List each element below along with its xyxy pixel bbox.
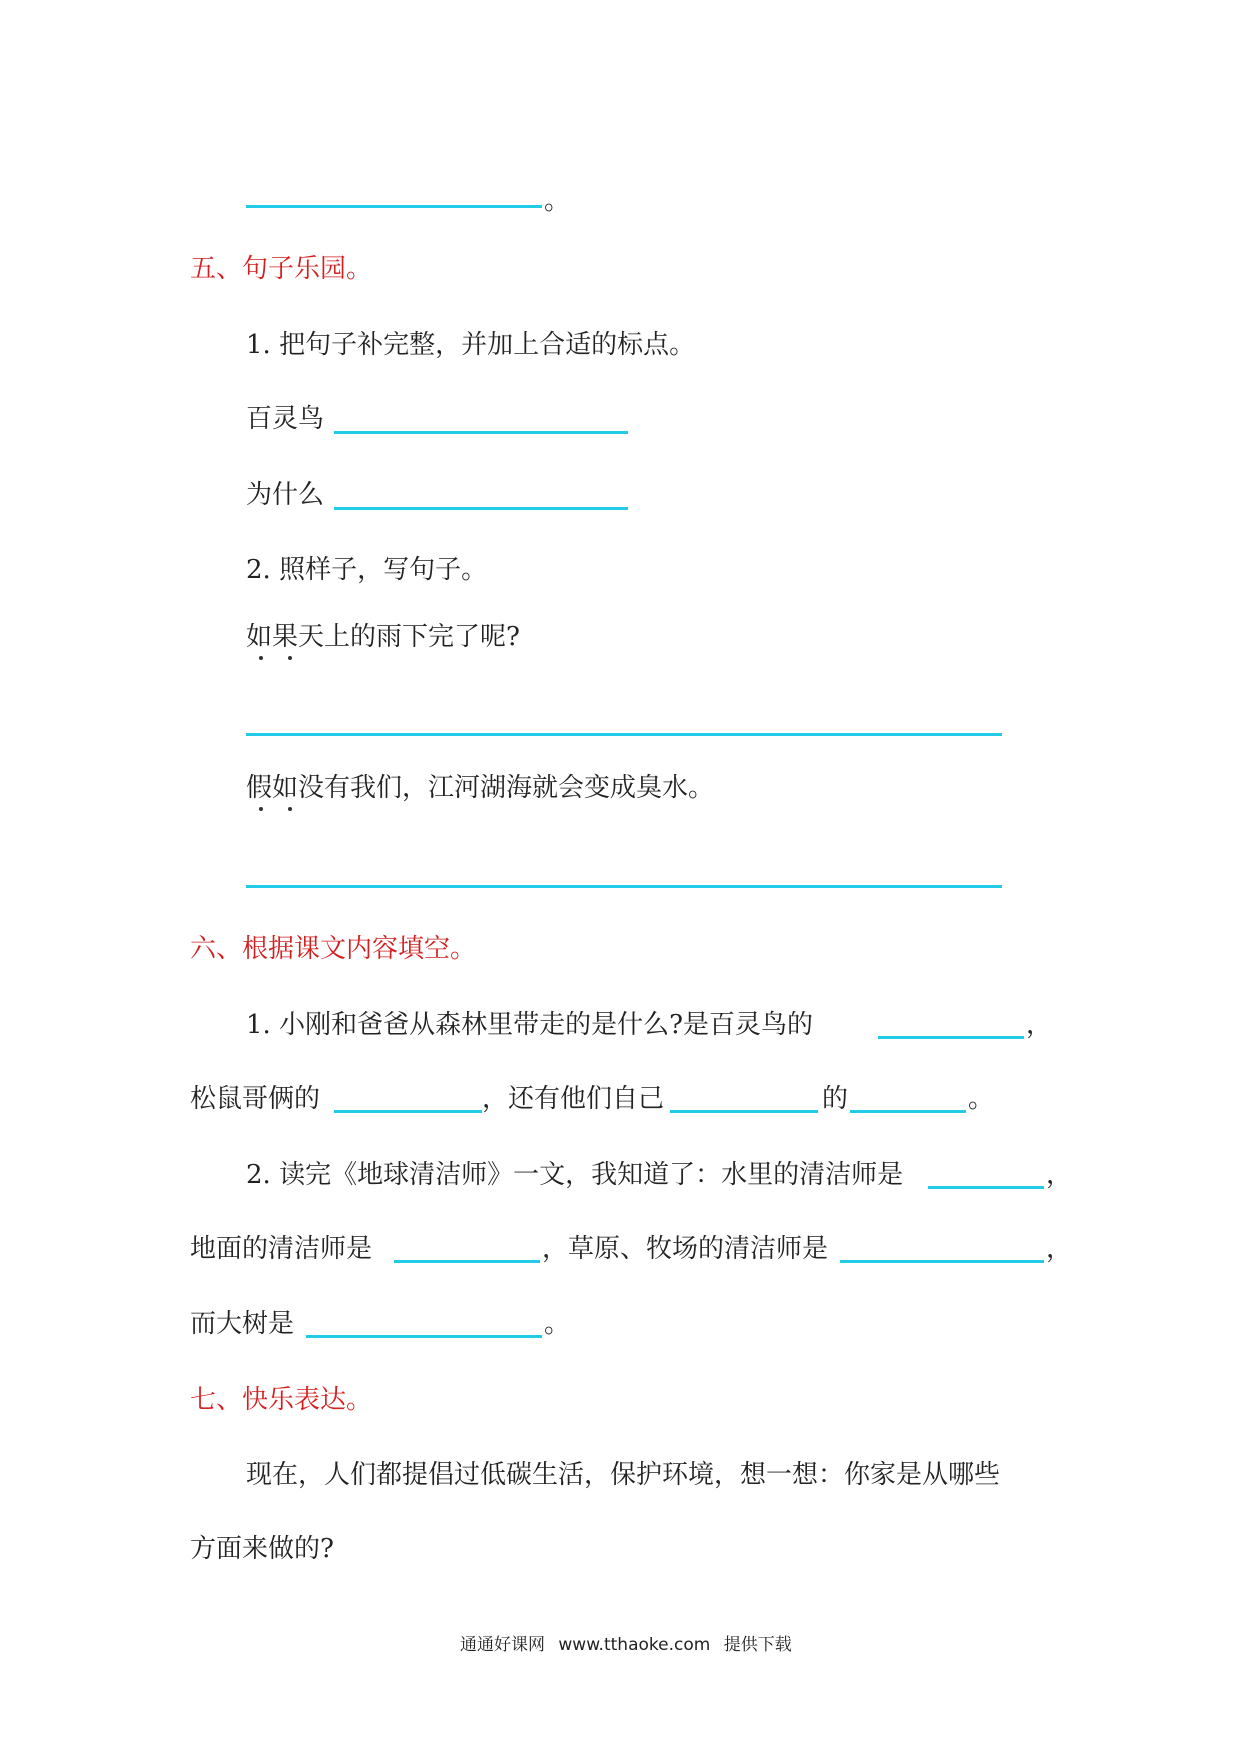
example-sentence-2: 假如没有我们，江河湖海就会变成臭水。 bbox=[246, 773, 715, 803]
section-6-q1-line2-c: 的 bbox=[822, 1084, 849, 1114]
page-footer bbox=[460, 1633, 792, 1657]
section-6-q1-line2-b: ，还有他们自己 bbox=[482, 1084, 665, 1114]
section-6-q2-line2-b: ，草原、牧场的清洁师是 bbox=[542, 1234, 829, 1264]
answer-blank-bailingniao-item[interactable] bbox=[878, 1036, 1024, 1039]
period-mark: 。 bbox=[544, 1309, 571, 1339]
answer-blank-ground-cleaner[interactable] bbox=[394, 1260, 540, 1263]
section-7-heading: 七、快乐表达。 bbox=[190, 1385, 373, 1415]
prompt-weishenme: 为什么 bbox=[246, 480, 325, 510]
section-6-heading: 六、根据课文内容填空。 bbox=[190, 934, 477, 964]
section-7-prompt-line2: 方面来做的? bbox=[190, 1534, 334, 1564]
comma-mark: ， bbox=[1046, 1234, 1073, 1264]
emphasis-dot bbox=[259, 656, 263, 660]
emphasis-dot bbox=[288, 656, 292, 660]
section-5-question-1: 1. 把句子补完整，并加上合适的标点。 bbox=[246, 330, 696, 360]
answer-blank-top[interactable] bbox=[246, 205, 542, 208]
answer-blank-songshu-item[interactable] bbox=[334, 1110, 482, 1113]
comma-mark: ， bbox=[1046, 1160, 1073, 1190]
section-5-heading: 五、句子乐园。 bbox=[190, 254, 373, 284]
section-7-prompt-line1: 现在，人们都提倡过低碳生活，保护环境，想一想：你家是从哪些 bbox=[246, 1460, 1001, 1490]
answer-blank-grassland-cleaner[interactable] bbox=[840, 1260, 1044, 1263]
footer-action: 提供下载 bbox=[723, 1635, 792, 1655]
section-6-q2-line1: 2. 读完《地球清洁师》一文，我知道了：水里的清洁师是 bbox=[246, 1160, 904, 1190]
section-6-q2-line3: 而大树是 bbox=[190, 1309, 295, 1339]
answer-blank-ziji-adj[interactable] bbox=[670, 1110, 818, 1113]
footer-url[interactable]: www.tthaoke.com bbox=[558, 1635, 711, 1655]
example-sentence-1: 如果天上的雨下完了呢? bbox=[246, 622, 520, 652]
answer-blank-weishenme[interactable] bbox=[334, 507, 628, 510]
section-6-q1-line1: 1. 小刚和爸爸从森林里带走的是什么?是百灵鸟的 bbox=[246, 1010, 814, 1040]
section-6-q1-line2-a: 松鼠哥俩的 bbox=[190, 1084, 321, 1114]
answer-blank-ziji-item[interactable] bbox=[850, 1110, 966, 1113]
prompt-bailingniao: 百灵鸟 bbox=[246, 404, 325, 434]
period-mark: 。 bbox=[968, 1084, 995, 1114]
answer-blank-example-1[interactable] bbox=[246, 733, 1002, 736]
footer-site-name: 通通好课网 bbox=[460, 1635, 545, 1655]
emphasis-dot bbox=[288, 807, 292, 811]
answer-blank-water-cleaner[interactable] bbox=[928, 1186, 1044, 1189]
answer-blank-bailingniao[interactable] bbox=[334, 431, 628, 434]
emphasis-dot bbox=[259, 807, 263, 811]
section-6-q2-line2-a: 地面的清洁师是 bbox=[190, 1234, 373, 1264]
answer-blank-example-2[interactable] bbox=[246, 885, 1002, 888]
period-mark: 。 bbox=[544, 186, 571, 216]
section-5-question-2: 2. 照样子，写句子。 bbox=[246, 555, 488, 585]
answer-blank-tree[interactable] bbox=[306, 1335, 542, 1338]
comma-mark: ， bbox=[1026, 1010, 1053, 1040]
